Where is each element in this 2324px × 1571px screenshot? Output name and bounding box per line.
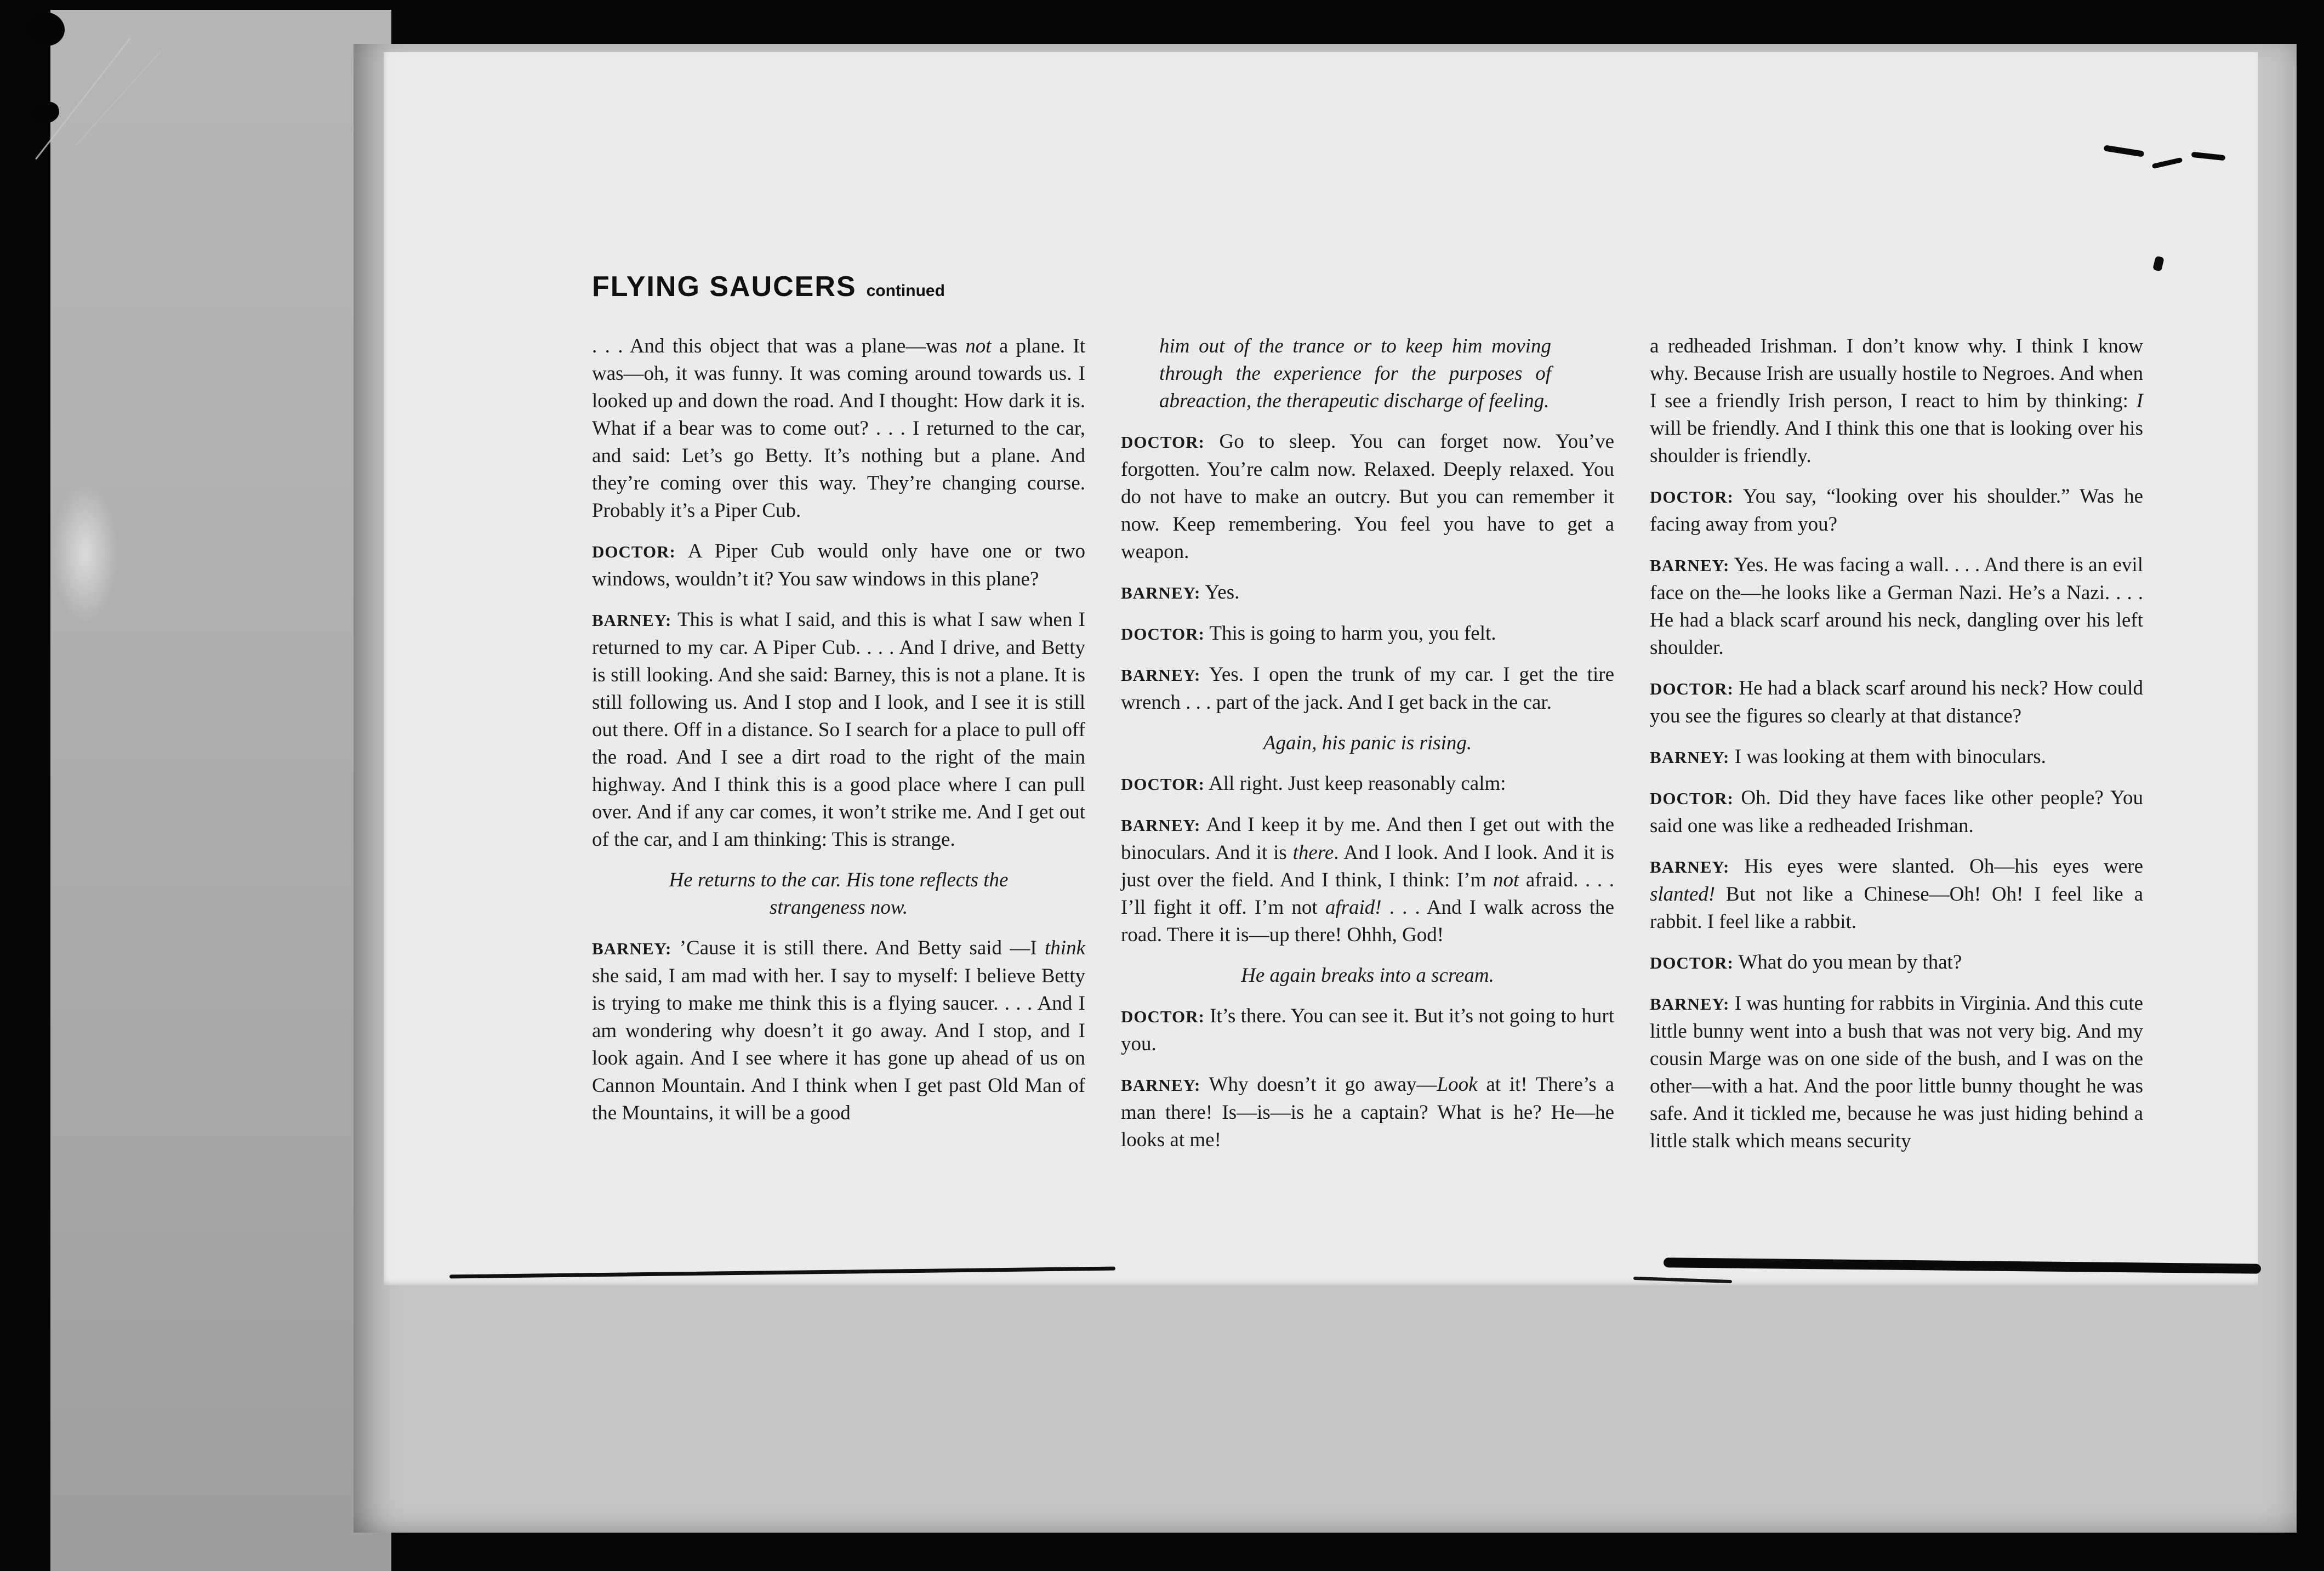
dialogue-paragraph: DOCTOR: This is going to harm you, you felt. [1121, 622, 1496, 645]
speaker-label: DOCTOR: [1121, 432, 1205, 452]
magazine-page [354, 44, 2297, 1533]
speaker-label: BARNEY: [1121, 816, 1201, 835]
speaker-label: DOCTOR: [1121, 1007, 1205, 1026]
column [1121, 333, 1614, 1155]
continued-label: continued [866, 282, 945, 300]
speaker-label: BARNEY: [1650, 748, 1730, 767]
stage-direction: He returns to the car. His tone reflects the strangeness now. [669, 869, 1009, 919]
stage-direction: him out of the trance or to keep him moving through the experience for the purposes of abreaction, the therapeutic discharge of feeling. [1159, 335, 1551, 412]
dialogue-paragraph: BARNEY: This is what I said, and this is what I saw when I returned to my car. A Piper Cub. . . . And I drive, and Betty is still looking. And she said: Barney, this is not a plane. It is still following us. And I stop and I look, and I see it is still out there. Off in a distance. So I search for a place to pull off the road. And I see a dirt road to the right of the main highway. And I think this is a good place where I can pull over. And if any car comes, it won’t strike me. And I get out of the car, and I am thinking: This is strange. [592, 608, 1085, 851]
speaker-label: BARNEY: [1650, 556, 1730, 575]
dialogue-paragraph: BARNEY: Yes. [1121, 581, 1240, 604]
narration-paragraph: . . . And this object that was a plane—was not a plane. It was—oh, it was funny. It was coming around towards us. I looked up and down the road. And I thought: How dark it is. What if a bear was to come out? . . . I returned to the car, and said: Let’s go Betty. It’s nothing but a plane. And they’re coming over this way. They’re changing course. Probably it’s a Piper Cub. [592, 335, 1085, 522]
dialogue-paragraph: BARNEY: I was hunting for rabbits in Virginia. And this cute little bunny went into a bush that was not very big. And my cousin Marge was on one side of the bush, and I was on the other—with a hat. And the poor little bunny thought he was safe. And it tickled me, because he was just hiding behind a little stalk which means security [1650, 992, 2143, 1152]
dialogue-paragraph: BARNEY: And I keep it by me. And then I get out with the binoculars. And it is there. And I look. And I look. And it is just over the field. And I think, I think: I’m not afraid. . . . I’ll fight it off. I’m not afraid! . . . And I walk across the road. There it is—up there! Ohhh, God! [1121, 813, 1614, 946]
dialogue-paragraph: DOCTOR: You say, “looking over his shoulder.” Was he facing away from you? [1650, 485, 2143, 536]
dialogue-paragraph: DOCTOR: All right. Just keep reasonably calm: [1121, 772, 1506, 795]
column [592, 333, 1085, 1155]
text-columns [592, 333, 2143, 1155]
speaker-label: DOCTOR: [1121, 624, 1205, 644]
speaker-label: BARNEY: [1121, 583, 1201, 602]
speaker-label: BARNEY: [1121, 1075, 1201, 1095]
speaker-label: DOCTOR: [1121, 775, 1205, 794]
dialogue-paragraph: DOCTOR: It’s there. You can see it. But it’s not going to hurt you. [1121, 1005, 1614, 1055]
speaker-label: BARNEY: [592, 939, 672, 958]
speaker-label: BARNEY: [592, 611, 672, 630]
speaker-label: DOCTOR: [1650, 789, 1734, 808]
speaker-label: DOCTOR: [592, 542, 676, 561]
narration-paragraph: a redheaded Irishman. I don’t know why. I think I know why. Because Irish are usually hostile to Negroes. And when I see a friendly Irish person, I react to him by thinking: I will be friendly. And I think this one that is looking over his shoulder is friendly. [1650, 335, 2143, 467]
dialogue-paragraph: BARNEY: His eyes were slanted. Oh—his eyes were slanted! But not like a Chinese—Oh! Oh! I feel like a rabbit. I feel like a rabbit. [1650, 855, 2143, 933]
speaker-label: BARNEY: [1650, 994, 1730, 1014]
dialogue-paragraph: BARNEY: Yes. He was facing a wall. . . . And there is an evil face on the—he looks like a German Nazi. He’s a Nazi. . . . He had a black scarf around his neck, dangling over his left shoulder. [1650, 554, 2143, 659]
stage-direction: He again breaks into a scream. [1241, 964, 1494, 987]
dialogue-paragraph: DOCTOR: Oh. Did they have faces like other people? You said one was like a redheaded Irishman. [1650, 787, 2143, 837]
scanner-bed-strip [50, 10, 391, 1571]
dialogue-paragraph: DOCTOR: What do you mean by that? [1650, 951, 1962, 974]
dialogue-paragraph: DOCTOR: He had a black scarf around his neck? How could you see the figures so clearly at that distance? [1650, 677, 2143, 727]
column [1650, 333, 2143, 1155]
dialogue-paragraph: BARNEY: ’Cause it is still there. And Betty said —I think she said, I am mad with her. I say to myself: I believe Betty is trying to make me think this is a flying saucer. . . . And I am wondering why doesn’t it go away. And I stop, and I look again. And I see where it has gone up ahead of us on Cannon Mountain. And I think when I get past Old Man of the Mountains, it will be a good [592, 937, 1085, 1124]
dialogue-paragraph: BARNEY: I was looking at them with binoculars. [1650, 745, 2046, 768]
scan-smudge [26, 12, 65, 46]
scan-highlight [52, 482, 118, 625]
speaker-label: BARNEY: [1121, 665, 1201, 685]
speaker-label: DOCTOR: [1650, 487, 1734, 506]
stage-direction: Again, his panic is rising. [1263, 732, 1472, 754]
speaker-label: BARNEY: [1650, 857, 1730, 876]
dialogue-paragraph: DOCTOR: A Piper Cub would only have one or two windows, wouldn’t it? You saw windows in this plane? [592, 540, 1085, 590]
dialogue-paragraph: BARNEY: Yes. I open the trunk of my car. I get the tire wrench . . . part of the jack. And I get back in the car. [1121, 663, 1614, 714]
speaker-label: DOCTOR: [1650, 679, 1734, 698]
speaker-label: DOCTOR: [1650, 953, 1734, 972]
article-header [592, 270, 945, 303]
article-sheet [384, 52, 2258, 1285]
dialogue-paragraph: DOCTOR: Go to sleep. You can forget now. You’ve forgotten. You’re calm now. Relaxed. Deeply relaxed. You do not have to make an outcry. But you can remember it now. Keep remembering. You feel you have to get a weapon. [1121, 430, 1614, 563]
dialogue-paragraph: BARNEY: Why doesn’t it go away—Look at it! There’s a man there! Is—is—is he a captain? What is he? He—he looks at me! [1121, 1073, 1614, 1151]
article-title: FLYING SAUCERS [592, 271, 857, 303]
